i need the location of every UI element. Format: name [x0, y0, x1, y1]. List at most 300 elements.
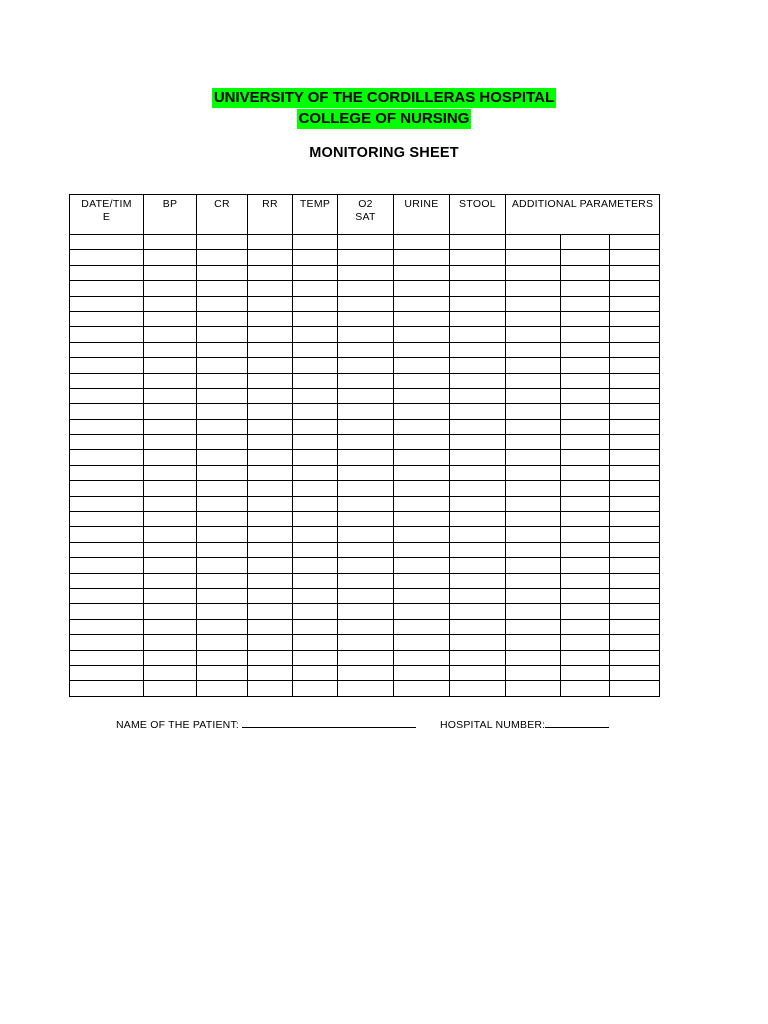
table-cell: [197, 250, 248, 265]
table-cell: [248, 404, 293, 419]
table-cell: [561, 665, 610, 680]
table-cell: [561, 465, 610, 480]
table-cell: [197, 388, 248, 403]
hospital-number-field: [440, 718, 609, 731]
table-cell: [506, 635, 561, 650]
table-cell: [248, 481, 293, 496]
table-cell: [506, 311, 561, 326]
table-cell: [561, 388, 610, 403]
table-row: [70, 435, 660, 450]
col-rr: RR: [248, 195, 293, 235]
table-cell: [394, 342, 450, 357]
table-cell: [197, 235, 248, 250]
table-cell: [70, 650, 144, 665]
table-cell: [610, 388, 660, 403]
table-cell: [197, 573, 248, 588]
table-cell: [70, 311, 144, 326]
table-cell: [197, 635, 248, 650]
table-cell: [394, 373, 450, 388]
table-cell: [506, 358, 561, 373]
table-cell: [561, 558, 610, 573]
table-cell: [248, 327, 293, 342]
table-cell: [197, 681, 248, 696]
table-cell: [394, 650, 450, 665]
table-cell: [394, 635, 450, 650]
col-bp: BP: [144, 195, 197, 235]
table-cell: [394, 527, 450, 542]
table-cell: [70, 681, 144, 696]
table-row: [70, 558, 660, 573]
table-cell: [450, 481, 506, 496]
table-cell: [248, 250, 293, 265]
table-cell: [338, 465, 394, 480]
monitoring-table: [69, 194, 660, 697]
table-cell: [394, 496, 450, 511]
table-cell: [70, 481, 144, 496]
table-cell: [70, 281, 144, 296]
table-cell: [293, 342, 338, 357]
table-cell: [70, 496, 144, 511]
table-cell: [506, 527, 561, 542]
table-cell: [144, 604, 197, 619]
table-row: [70, 465, 660, 480]
table-cell: [506, 342, 561, 357]
table-cell: [144, 558, 197, 573]
table-cell: [197, 619, 248, 634]
table-cell: [394, 296, 450, 311]
table-cell: [394, 281, 450, 296]
table-cell: [394, 327, 450, 342]
table-cell: [293, 296, 338, 311]
table-cell: [561, 281, 610, 296]
table-cell: [248, 650, 293, 665]
table-cell: [561, 635, 610, 650]
col-stool: STOOL: [450, 195, 506, 235]
table-cell: [338, 250, 394, 265]
table-cell: [450, 619, 506, 634]
table-cell: [450, 573, 506, 588]
table-cell: [610, 296, 660, 311]
table-cell: [394, 465, 450, 480]
table-row: [70, 650, 660, 665]
table-cell: [197, 327, 248, 342]
table-cell: [338, 665, 394, 680]
table-cell: [394, 619, 450, 634]
table-row: [70, 619, 660, 634]
table-cell: [450, 342, 506, 357]
table-cell: [506, 588, 561, 603]
table-cell: [144, 419, 197, 434]
table-row: [70, 681, 660, 696]
table-cell: [450, 388, 506, 403]
col-date-time: DATE/TIM E: [70, 195, 144, 235]
table-cell: [561, 296, 610, 311]
table-cell: [70, 542, 144, 557]
table-cell: [144, 311, 197, 326]
table-cell: [338, 527, 394, 542]
table-cell: [293, 311, 338, 326]
table-cell: [197, 542, 248, 557]
table-cell: [70, 465, 144, 480]
table-cell: [248, 450, 293, 465]
table-cell: [248, 465, 293, 480]
col-temp: TEMP: [293, 195, 338, 235]
table-cell: [197, 558, 248, 573]
table-row: [70, 512, 660, 527]
table-row: [70, 296, 660, 311]
table-cell: [506, 296, 561, 311]
hospital-number-line: [545, 718, 609, 728]
table-cell: [506, 665, 561, 680]
table-cell: [338, 542, 394, 557]
table-cell: [610, 281, 660, 296]
table-cell: [293, 481, 338, 496]
table-cell: [450, 527, 506, 542]
table-cell: [610, 373, 660, 388]
table-cell: [248, 588, 293, 603]
table-cell: [70, 619, 144, 634]
table-cell: [394, 358, 450, 373]
table-cell: [506, 573, 561, 588]
table-row: [70, 404, 660, 419]
table-cell: [561, 527, 610, 542]
table-cell: [394, 435, 450, 450]
table-cell: [248, 635, 293, 650]
table-cell: [338, 342, 394, 357]
table-cell: [248, 542, 293, 557]
table-cell: [248, 619, 293, 634]
table-cell: [293, 465, 338, 480]
table-cell: [248, 311, 293, 326]
table-cell: [394, 450, 450, 465]
table-cell: [561, 235, 610, 250]
table-cell: [338, 373, 394, 388]
table-cell: [450, 250, 506, 265]
table-row: [70, 665, 660, 680]
table-cell: [293, 235, 338, 250]
table-cell: [144, 250, 197, 265]
table-cell: [450, 358, 506, 373]
table-cell: [561, 358, 610, 373]
table-cell: [248, 388, 293, 403]
col-cr: CR: [197, 195, 248, 235]
table-cell: [293, 665, 338, 680]
table-cell: [144, 327, 197, 342]
table-row: [70, 265, 660, 280]
table-cell: [293, 358, 338, 373]
table-cell: [70, 665, 144, 680]
table-cell: [610, 681, 660, 696]
table-cell: [561, 542, 610, 557]
table-cell: [338, 635, 394, 650]
table-cell: [248, 573, 293, 588]
table-cell: [338, 450, 394, 465]
table-cell: [248, 435, 293, 450]
table-cell: [144, 542, 197, 557]
table-header-row: [70, 195, 660, 235]
table-cell: [144, 342, 197, 357]
table-cell: [248, 665, 293, 680]
table-cell: [610, 435, 660, 450]
table-cell: [610, 604, 660, 619]
table-cell: [248, 281, 293, 296]
table-cell: [144, 512, 197, 527]
table-cell: [197, 604, 248, 619]
table-cell: [450, 496, 506, 511]
col-urine: URINE: [394, 195, 450, 235]
table-cell: [197, 281, 248, 296]
table-row: [70, 542, 660, 557]
university-name: UNIVERSITY OF THE CORDILLERAS HOSPITAL: [213, 89, 555, 106]
table-cell: [70, 512, 144, 527]
table-cell: [248, 527, 293, 542]
table-cell: [506, 481, 561, 496]
table-cell: [506, 419, 561, 434]
table-cell: [197, 481, 248, 496]
table-cell: [70, 635, 144, 650]
table-cell: [506, 388, 561, 403]
table-cell: [450, 419, 506, 434]
table-cell: [70, 373, 144, 388]
table-cell: [561, 342, 610, 357]
table-cell: [293, 619, 338, 634]
table-cell: [561, 681, 610, 696]
table-cell: [561, 373, 610, 388]
table-cell: [293, 450, 338, 465]
table-cell: [144, 435, 197, 450]
table-cell: [144, 665, 197, 680]
table-cell: [293, 604, 338, 619]
table-cell: [338, 619, 394, 634]
patient-name-field: [116, 718, 416, 731]
table-cell: [506, 235, 561, 250]
table-cell: [248, 296, 293, 311]
table-row: [70, 588, 660, 603]
table-cell: [506, 404, 561, 419]
table-cell: [394, 419, 450, 434]
table-cell: [450, 604, 506, 619]
patient-name-label: NAME OF THE PATIENT:: [116, 719, 240, 731]
table-cell: [197, 404, 248, 419]
table-cell: [561, 311, 610, 326]
table-cell: [70, 604, 144, 619]
table-cell: [394, 588, 450, 603]
table-cell: [561, 496, 610, 511]
table-cell: [561, 250, 610, 265]
col-additional-parameters: ADDITIONAL PARAMETERS: [506, 195, 660, 235]
table-cell: [506, 681, 561, 696]
table-cell: [197, 435, 248, 450]
table-cell: [70, 404, 144, 419]
table-cell: [506, 465, 561, 480]
table-cell: [394, 250, 450, 265]
table-cell: [248, 419, 293, 434]
table-cell: [561, 512, 610, 527]
table-cell: [610, 542, 660, 557]
table-cell: [561, 265, 610, 280]
table-row: [70, 235, 660, 250]
table-cell: [144, 650, 197, 665]
table-cell: [70, 265, 144, 280]
table-cell: [144, 235, 197, 250]
table-cell: [506, 450, 561, 465]
table-cell: [610, 342, 660, 357]
table-cell: [248, 358, 293, 373]
table-cell: [506, 281, 561, 296]
table-cell: [450, 373, 506, 388]
table-cell: [610, 235, 660, 250]
table-cell: [70, 250, 144, 265]
table-row: [70, 496, 660, 511]
table-cell: [293, 388, 338, 403]
table-cell: [506, 512, 561, 527]
table-row: [70, 573, 660, 588]
hospital-number-label: HOSPITAL NUMBER:: [440, 719, 546, 731]
document-header: [0, 88, 768, 129]
table-cell: [197, 419, 248, 434]
table-cell: [610, 573, 660, 588]
table-cell: [394, 404, 450, 419]
sheet-title: MONITORING SHEET: [309, 145, 459, 161]
table-row: [70, 635, 660, 650]
table-cell: [506, 542, 561, 557]
table-cell: [197, 296, 248, 311]
table-cell: [338, 681, 394, 696]
table-cell: [394, 665, 450, 680]
table-cell: [450, 650, 506, 665]
table-cell: [450, 542, 506, 557]
table-cell: [248, 265, 293, 280]
table-cell: [610, 465, 660, 480]
table-cell: [338, 388, 394, 403]
table-cell: [338, 311, 394, 326]
table-cell: [450, 404, 506, 419]
table-cell: [394, 512, 450, 527]
table-cell: [248, 235, 293, 250]
table-cell: [338, 573, 394, 588]
table-cell: [293, 650, 338, 665]
table-cell: [197, 527, 248, 542]
table-cell: [506, 250, 561, 265]
table-row: [70, 358, 660, 373]
table-cell: [144, 588, 197, 603]
table-cell: [506, 558, 561, 573]
table-cell: [293, 573, 338, 588]
table-cell: [394, 265, 450, 280]
table-cell: [197, 373, 248, 388]
table-cell: [197, 465, 248, 480]
table-cell: [610, 635, 660, 650]
table-cell: [293, 265, 338, 280]
table-cell: [561, 404, 610, 419]
table-cell: [338, 604, 394, 619]
table-cell: [144, 465, 197, 480]
table-cell: [506, 650, 561, 665]
table-body: [70, 235, 660, 697]
table-cell: [561, 650, 610, 665]
table-cell: [394, 558, 450, 573]
table-cell: [610, 650, 660, 665]
college-name: COLLEGE OF NURSING: [298, 110, 470, 127]
table-cell: [338, 481, 394, 496]
table-cell: [293, 512, 338, 527]
table-cell: [197, 588, 248, 603]
table-cell: [248, 496, 293, 511]
table-cell: [338, 419, 394, 434]
table-cell: [610, 527, 660, 542]
table-cell: [610, 404, 660, 419]
table-cell: [248, 604, 293, 619]
table-cell: [338, 327, 394, 342]
table-cell: [293, 558, 338, 573]
table-cell: [144, 450, 197, 465]
table-cell: [338, 435, 394, 450]
table-row: [70, 419, 660, 434]
table-cell: [450, 512, 506, 527]
table-row: [70, 373, 660, 388]
table-cell: [338, 404, 394, 419]
table-cell: [293, 542, 338, 557]
table-row: [70, 527, 660, 542]
patient-name-line: [242, 718, 416, 728]
table-cell: [338, 588, 394, 603]
table-cell: [144, 404, 197, 419]
table-cell: [610, 358, 660, 373]
table-cell: [293, 373, 338, 388]
table-cell: [450, 265, 506, 280]
table-row: [70, 327, 660, 342]
table-cell: [506, 265, 561, 280]
table-cell: [561, 604, 610, 619]
col-o2-sat: O2 SAT: [338, 195, 394, 235]
table-cell: [450, 588, 506, 603]
table-cell: [144, 296, 197, 311]
table-cell: [450, 665, 506, 680]
table-cell: [394, 604, 450, 619]
table-cell: [197, 650, 248, 665]
table-cell: [394, 235, 450, 250]
table-cell: [144, 573, 197, 588]
table-cell: [450, 235, 506, 250]
table-cell: [394, 481, 450, 496]
table-cell: [293, 419, 338, 434]
table-cell: [338, 235, 394, 250]
table-cell: [144, 281, 197, 296]
table-cell: [144, 496, 197, 511]
table-cell: [70, 527, 144, 542]
table-cell: [561, 481, 610, 496]
table-cell: [144, 481, 197, 496]
table-cell: [338, 296, 394, 311]
table-cell: [70, 558, 144, 573]
table-cell: [610, 481, 660, 496]
table-cell: [561, 588, 610, 603]
table-cell: [394, 681, 450, 696]
table-cell: [610, 496, 660, 511]
table-cell: [197, 265, 248, 280]
table-cell: [338, 512, 394, 527]
table-cell: [561, 419, 610, 434]
table-cell: [144, 681, 197, 696]
table-cell: [610, 265, 660, 280]
table-cell: [610, 250, 660, 265]
table-cell: [144, 619, 197, 634]
table-cell: [450, 450, 506, 465]
table-cell: [394, 573, 450, 588]
table-cell: [506, 435, 561, 450]
table-cell: [450, 296, 506, 311]
table-cell: [197, 342, 248, 357]
